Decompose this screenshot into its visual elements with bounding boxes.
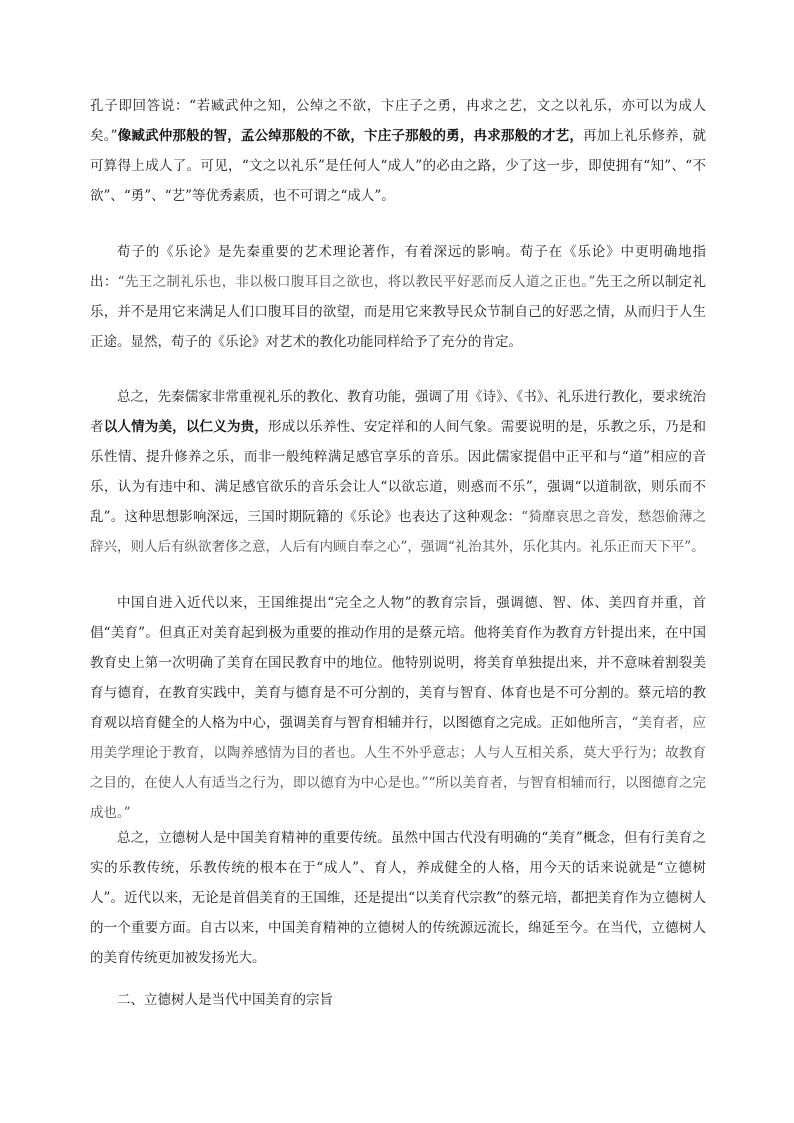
paragraph-3 [90,382,706,562]
paragraph-1-bold: 像臧武仲那般的智，孟公绰那般的不欲，卞庄子那般的勇，冉求那般的才艺， [117,128,584,144]
paragraph-4-quote: “美育者，应用美学理论于教育，以陶养感情为目的者也。人生不外乎意志；人与人互相关系，莫大乎行为；故教育之目的，在使人人有适当之行为，即以德育为中心是也。”“所以美育者，与智育相辅而行，以图德育之完成也。” [90,715,707,821]
paragraph-3-bold: 以人情为美，以仁义为贵， [103,419,269,435]
paragraph-1 [90,91,706,211]
paragraph-2-rest: 先王之所以制定礼乐，并不是用它来满足人们口腹耳目的欲望，而是用它来教导民众节制自己的好恶之情，从而归于人生正途。显然，荀子的《乐论》对艺术的教化功能同样给予了充分的肯定。 [90,274,706,350]
paragraph-4 [90,588,706,828]
paragraph-5 [90,823,706,973]
paragraph-5-body: 总之，立德树人是中国美育精神的重要传统。虽然中国古代没有明确的“美育”概念，但有行美育之实的乐教传统，乐教传统的根本在于“成人”、育人，养成健全的人格，用今天的话来说就是“立德树人”。近代以来，无论是首倡美育的王国维，还是提出“以美育代宗教”的蔡元培，都把美育作为立德树人的一个重要方面。自古以来，中国美育精神的立德树人的传统源远流长，绵延至今。在当代，立德树人的美育传统更加被发扬光大。 [90,830,706,966]
paragraph-1-quote: 孔子即回答说：“若臧武仲之知，公绰之不欲，卞庄子之勇，冉求之艺，文之以礼乐，亦可以为成人矣。” [90,98,706,144]
paragraph-1-rest: 再加上礼乐修养，就可算得上成人了。可见，“文之以礼乐”是任何人“成人”的必由之路，少了这一步，即使拥有“知”、“不欲”、“勇”、“艺”等优秀素质，也不可谓之“成人”。 [90,128,707,204]
paragraph-4-body: 中国自进入近代以来，王国维提出“完全之人物”的教育宗旨，强调德、智、体、美四育并重，首倡“美育”。但真正对美育起到极为重要的推动作用的是蔡元培。他将美育作为教育方针提出来，在中国教育史上第一次明确了美育在国民教育中的地位。他特别说明，将美育单独提出来，并不意味着割裂美育与德育，在教育实践中，美育与德育是不可分割的，美育与智育、体育也是不可分割的。蔡元培的教育观以培育健全的人格为中心，强调美育与智育相辅并行，以图德育之完成。正如他所言， [90,595,706,731]
paragraph-2-intro: 荀子的《乐论》是先秦重要的艺术理论著作，有着深远的影响。荀子在《乐论》中更明确地指出： [90,244,706,290]
paragraph-3-intro: 总之，先秦儒家非常重视礼乐的教化、教育功能，强调了用《诗》、《书》、礼乐进行教化，要求统治者 [90,389,706,435]
section-heading: 二、立德树人是当代中国美育的宗旨 [117,992,333,1008]
paragraph-3-quote: “猗靡哀思之音发，愁怨偷薄之辞兴，则人后有纵欲奢侈之意，人后有内顾自奉之心”，强调“礼治其外，乐化其内。礼乐正而天下平”。 [90,509,707,555]
paragraph-2 [90,237,706,357]
paragraph-3-body: 形成以乐养性、安定祥和的人间气象。需要说明的是，乐教之乐，乃是和乐性情、提升修养之乐，而非一般纯粹满足感官享乐的音乐。因此儒家提倡中正平和与“道”相应的音乐，认为有违中和、满足感官欲乐的音乐会让人“以欲忘道，则惑而不乐”，强调“以道制欲，则乐而不乱”。这种思想影响深远，三国时期阮籍的《乐论》也表达了这种观念： [90,419,707,525]
paragraph-2-quote: “先王之制礼乐也，非以极口腹耳目之欲也，将以教民平好恶而反人道之正也。” [117,274,596,290]
